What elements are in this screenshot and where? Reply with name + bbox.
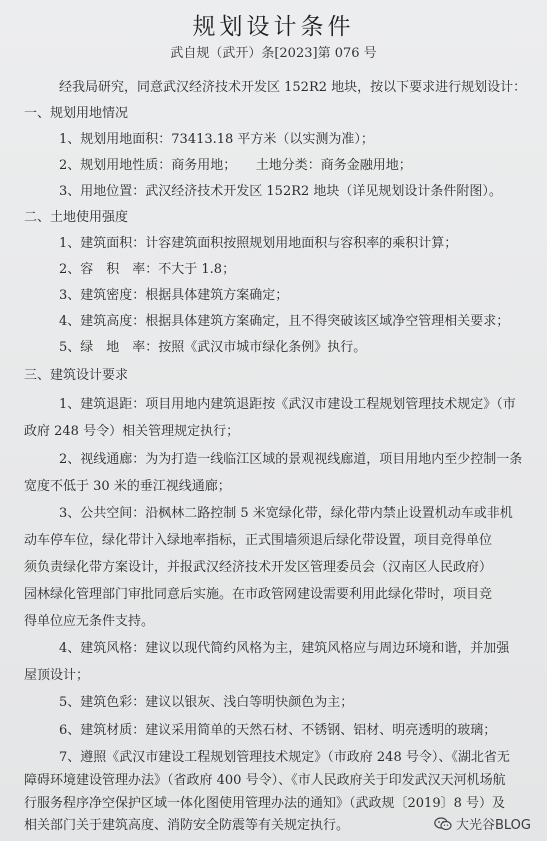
text-line: 一、规划用地情况 xyxy=(24,106,129,121)
text-line: 宽度不低于 30 米的垂江视线通廊； xyxy=(24,479,231,494)
text-line: 动车停车位，绿化带计入绿地率指标，正式围墙须退后绿化带设置，项目竞得单位 xyxy=(24,533,493,548)
text-line: 3、公共空间：沿枫林二路控制 5 米宽绿化带，绿化带内禁止设置机动车或非机 xyxy=(59,506,513,521)
text-line: 屋顶设计； xyxy=(24,668,90,683)
text-line: 4、建筑高度：根据具体建筑方案确定，且不得突破该区域净空管理相关要求； xyxy=(59,314,510,329)
text-line: 三、建筑设计要求 xyxy=(24,368,129,383)
text-line: 经我局研究，同意武汉经济技术开发区 152R2 地块，按以下要求进行规划设计： xyxy=(59,80,527,95)
text-line: 5、绿 地 率：按照《武汉市城市绿化条例》执行。 xyxy=(59,340,367,355)
text-line: 政府 248 号令）相关管理规定执行； xyxy=(24,424,240,439)
wechat-icon xyxy=(434,817,452,831)
document-title: 规划设计条件 xyxy=(192,14,355,40)
text-line: 6、建筑材质：建议采用简单的天然石材、不锈钢、铝材、明亮透明的玻璃； xyxy=(59,723,497,738)
text-line: 1、建筑退距：项目用地内建筑退距按《武汉市建设工程规划管理技术规定》（市 xyxy=(59,397,516,412)
text-line: 3、用地位置：武汉经济技术开发区 152R2 地块（详见规划设计条件附图）。 xyxy=(59,184,502,199)
text-line: 2、视线通廊：为为打造一线临江区域的景观视线廊道，项目用地内至少控制一条 xyxy=(59,452,523,467)
text-line: 园林绿化管理部门审批同意后实施。在市政管网建设需要利用此绿化带时，项目竞 xyxy=(24,587,493,602)
text-line: 1、规划用地面积：73413.18 平方米（以实测为准）； xyxy=(59,132,374,147)
text-line: 须负责绿化带方案设计，并报武汉经济技术开发区管理委员会（汉南区人民政府） xyxy=(24,560,493,575)
watermark-text: 大光谷BLOG xyxy=(455,818,531,833)
text-line: 相关部门关于建筑高度、消防安全防震等有关规定执行。 xyxy=(24,818,350,833)
text-line: 7、遵照《武汉市建设工程规划管理技术规定》（市政府 248 号令）、《湖北省无 xyxy=(59,750,510,765)
text-line: 得单位应无条件支持。 xyxy=(24,614,155,629)
text-line: 障碍环境建设管理办法》（省政府 400 号令）、《市人民政府关于印发武汉天河机场航 xyxy=(24,773,506,788)
text-line: 3、建筑密度：根据具体建筑方案确定； xyxy=(59,288,289,303)
text-line: 2、容 积 率：不大于 1.8； xyxy=(59,262,236,277)
text-line: 4、建筑风格：建议以现代简约风格为主，建筑风格应与周边环境和谐，并加强 xyxy=(59,641,510,656)
text-line: 5、建筑色彩：建议以银灰、浅白等明快颜色为主； xyxy=(59,695,354,710)
text-line: 2、规划用地性质：商务用地； 土地分类：商务金融用地； xyxy=(59,158,412,173)
text-line: 二、土地使用强度 xyxy=(24,210,129,225)
text-line: 行服务程序净空保护区域一体化图使用管理办法的通知》（武政规〔2019〕8 号）及 xyxy=(24,796,505,811)
watermark xyxy=(434,814,531,833)
document-number: 武自规（武开）条[2023]第 076 号 xyxy=(170,46,377,61)
text-line: 1、建筑面积：计容建筑面积按照规划用地面积与容积率的乘积计算； xyxy=(59,236,458,251)
